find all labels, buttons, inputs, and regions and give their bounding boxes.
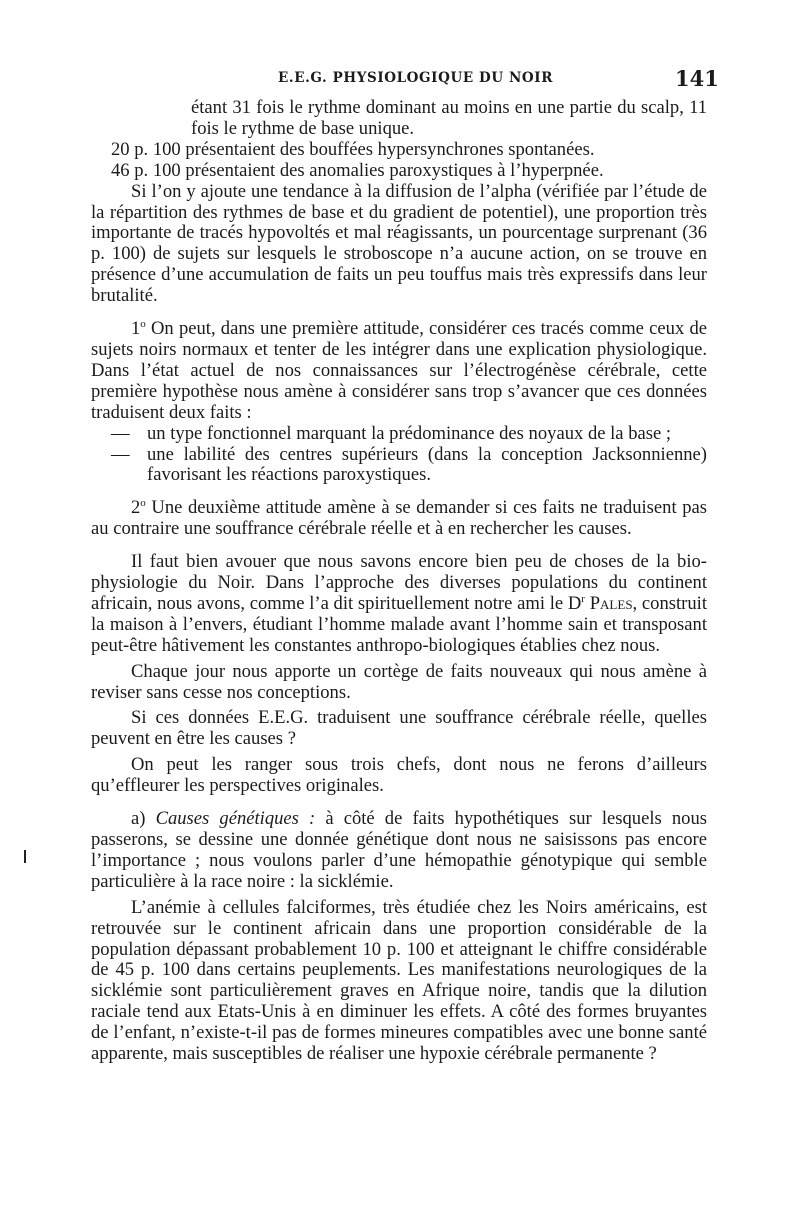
genetic-causes-label: a)	[131, 808, 156, 830]
first-attitude-text: On peut, dans une première attitude, considérer ces tracés comme ceux de sujets noirs normaux et tenter de les intégrer dans une explication physiologique. Dans l’état actuel de nos connaissances sur l’électrogénèse cérébrale, cette première hypothèse nous amène à considérer sans trop s’avancer que ces données traduisent deux faits :	[91, 318, 707, 423]
genetic-causes-text: à côté de faits hypothétiques sur lesquels nous passerons, se dessine une donnée génétique dont nous ne saisissons pas encore l’importance ; nous voulons parler d’une hémopathie génotypique qui semble particulière à la race noire : la sicklémie.	[91, 808, 707, 892]
doctor-abbrev-sup: r	[581, 592, 585, 605]
bio-physiology-text-b: , construit la maison à l’envers, étudiant l’homme malade avant l’homme sain et transposant peut-être hâtivement les constantes anthropo-biologiques établies chez nous.	[91, 592, 707, 656]
second-attitude-ordinal: o	[140, 497, 146, 510]
page-body	[91, 98, 707, 1065]
paragraph-bio-physiology	[91, 552, 707, 657]
second-attitude-text: Une deuxième attitude amène à se demander si ces faits ne traduisent pas au contraire une souffrance cérébrale réelle et à en rechercher les causes.	[91, 497, 707, 540]
dash-marker: —	[111, 443, 130, 465]
dash-item-text: un type fonctionnel marquant la prédominance des noyaux de la base ;	[147, 422, 672, 444]
paragraph-genetic-causes	[91, 809, 707, 893]
paragraph-stat-2: 46 p. 100 présentaient des anomalies paroxystiques à l’hyperpnée.	[111, 159, 604, 181]
paragraph-daily-facts: Chaque jour nous apporte un cortège de faits nouveaux qui nous amène à reviser sans cesse nos conceptions.	[91, 660, 707, 703]
bio-physiology-text-a: Il faut bien avouer que nous savons encore bien peu de choses de la bio-physiologie du Noir. Dans l’approche des diverses populations du continent africain, nous avons, comme l’a dit spirituellement notre ami le D	[91, 551, 707, 614]
paragraph-stat-1: 20 p. 100 présentaient des bouffées hypersynchrones spontanées.	[111, 138, 595, 160]
author-name: Pales	[589, 592, 633, 614]
second-attitude-number: 2	[131, 497, 141, 519]
dash-item-text: une labilité des centres supérieurs (dans la conception Jacksonnienne) favorisant les réactions paroxystiques.	[147, 443, 707, 486]
dash-item	[111, 445, 707, 487]
dash-marker: —	[111, 422, 130, 444]
paragraph-three-heads: On peut les ranger sous trois chefs, dont nous ne ferons d’ailleurs qu’effleurer les perspectives originales.	[91, 754, 707, 797]
paragraph-diffusion: Si l’on y ajoute une tendance à la diffusion de l’alpha (vérifiée par l’étude de la répartition des rythmes de base et du gradient de potentiel), une proportion très importante de tracés hypovoltés et mal réagissants, un pourcentage surprenant (36 p. 100) de sujets sur lesquels le stroboscope n’a aucune action, on se trouve en présence d’une accumulation de faits un peu touffus mais très expressifs dans leur brutalité.	[91, 180, 707, 307]
first-attitude-ordinal: o	[140, 317, 146, 330]
first-attitude-number: 1	[131, 318, 141, 340]
paragraph-first-attitude	[91, 319, 707, 424]
page-header	[0, 66, 800, 94]
paragraph-second-attitude	[91, 498, 707, 540]
page-number: 141	[675, 66, 719, 91]
genetic-causes-title: Causes génétiques :	[155, 808, 316, 830]
paragraph-continuation: étant 31 fois le rythme dominant au moins en une partie du scalp, 11 fois le rythme de base unique.	[191, 97, 707, 139]
paragraph-sickle-cell: L’anémie à cellules falciformes, très étudiée chez les Noirs américains, est retrouvée sur le continent africain dans une proportion considérable de la population dépassant probablement 10 p. 100 et atteignant le chiffre considérable de 45 p. 100 dans certains peuplements. Les manifestations neurologiques de la sicklémie sont particulièrement graves en Afrique noire, tandis que la dilution raciale tend aux Etats-Unis à en diminuer les effets. A côté des formes bruyantes de l’enfant, n’existe-t-il pas de formes mineures compatibles avec une bonne santé apparente, mais susceptibles de réaliser une hypoxie cérébrale permanente ?	[91, 896, 707, 1065]
paragraph-question: Si ces données E.E.G. traduisent une souffrance cérébrale réelle, quelles peuvent en être les causes ?	[91, 707, 707, 750]
margin-mark	[24, 850, 26, 863]
dash-item	[111, 424, 707, 445]
running-title: E.E.G. PHYSIOLOGIQUE DU NOIR	[278, 70, 554, 86]
